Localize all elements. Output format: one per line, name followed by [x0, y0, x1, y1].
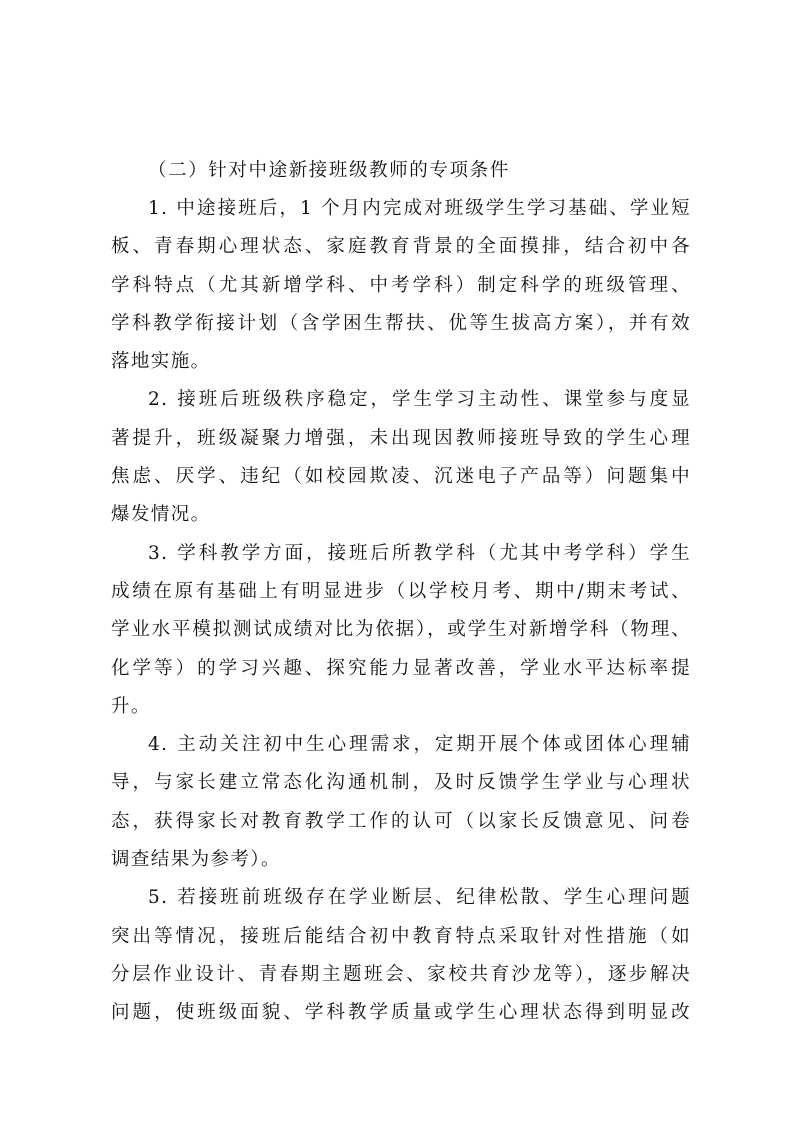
text-line: 著提升，班级凝聚力增强，未出现因教师接班导致的学生心理 [111, 427, 691, 449]
text-line: 板、青春期心理状态、家庭教育背景的全面摸排，结合初中各 [111, 236, 691, 258]
text-line: 突出等情况，接班后能结合初中教育特点采取针对性措施（如 [111, 925, 691, 947]
text-line: 落地实施。 [111, 351, 211, 373]
text-line: 调查结果为参考）。 [111, 849, 281, 871]
text-line: 导，与家长建立常态化沟通机制，及时反馈学生学业与心理状 [111, 772, 691, 794]
section-heading: （二）针对中途新接班级教师的专项条件 [148, 160, 510, 181]
paragraph-3 [111, 535, 691, 726]
text-line: 问题，使班级面貌、学科教学质量或学生心理状态得到明显改 [111, 1002, 691, 1024]
text-line: 焦虑、厌学、违纪（如校园欺凌、沉迷电子产品等）问题集中 [111, 466, 691, 488]
paragraph-5 [111, 879, 691, 1032]
text-line: 4. 主动关注初中生心理需求，定期开展个体或团体心理辅 [148, 734, 691, 756]
paragraph-4 [111, 726, 691, 879]
text-line: 1. 中途接班后，1 个月内完成对班级学生学习基础、学业短 [148, 198, 691, 219]
text-line: 爆发情况。 [111, 504, 211, 526]
text-line: 2. 接班后班级秩序稳定，学生学习主动性、课堂参与度显 [148, 389, 691, 411]
text-line: 学科特点（尤其新增学科、中考学科）制定科学的班级管理、 [111, 274, 691, 296]
text-line: 化学等）的学习兴趣、探究能力显著改善，学业水平达标率提 [111, 657, 691, 679]
text-line: 升。 [111, 695, 151, 717]
document-body [111, 152, 691, 1033]
text-line: 成绩在原有基础上有明显进步（以学校月考、期中/期末考试、 [111, 580, 691, 602]
text-line: 分层作业设计、青春期主题班会、家校共育沙龙等），逐步解决 [111, 963, 691, 985]
paragraph-2 [111, 381, 691, 534]
text-line: 学业水平模拟测试成绩对比为依据），或学生对新增学科（物理、 [111, 619, 691, 641]
paragraph-1 [111, 190, 691, 381]
text-line: 3. 学科教学方面，接班后所教学科（尤其中考学科）学生 [148, 542, 691, 564]
text-line: 态，获得家长对教育教学工作的认可（以家长反馈意见、问卷 [111, 810, 691, 832]
text-line: 5. 若接班前班级存在学业断层、纪律松散、学生心理问题 [148, 887, 691, 909]
text-line: 学科教学衔接计划（含学困生帮扶、优等生拔高方案），并有效 [111, 312, 691, 334]
